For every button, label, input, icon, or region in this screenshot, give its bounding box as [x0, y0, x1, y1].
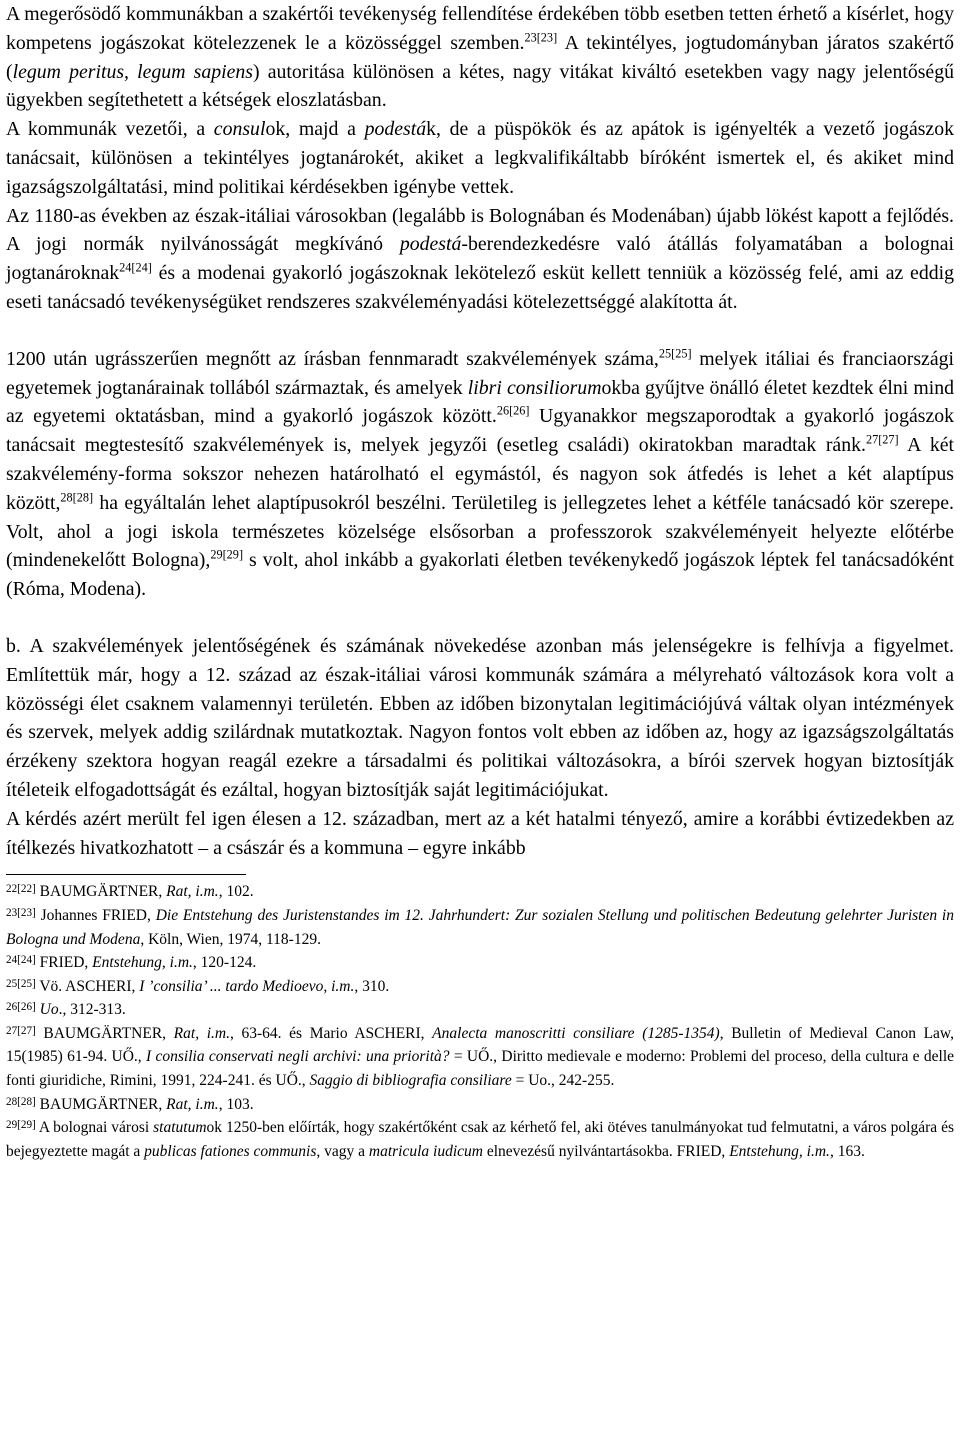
- footnote-23: $^{23[23]}$ Johannes FRIED, Die Entstehung des Juristenstandes im 12. Jahrhundert: Zur sozialen Stellung und politischen Bedeutung gelehrter Juristen in Bologna und Modena, Köln, Wien, 1974, 118-129.: [6, 906, 954, 948]
- footnote-26: $^{26[26]}$ Uo., 312-313.: [6, 1001, 126, 1019]
- footnote-ref-27[interactable]: 27[27]: [865, 432, 899, 447]
- paragraph-4: 1200 után ugrásszerűen megnőtt az írásban fennmaradt szakvélemények száma,$^{25[25]}$ melyek itáliai és franciaországi egyetemek jogtanárainak tollából származtak, és amelyek libri consiliorumokba gyűjtve önálló életet kezdtek élni mind az egyetemi oktatásban, mind a gyakorló jogászok között.$^{26[26]}$ Ugyanakkor megszaporodtak a gyakorló jogászok tanácsait megtestesítő szakvélemények is, melyek jegyzői (esetleg családi) okiratokban maradtak ránk.$^{27[27]}$ A két szakvélemény-forma sokszor nehezen határolható el egymástól, és nagyon sok átfedés is lehet a két alaptípus között,$^{28[28]}$ ha egyáltalán lehet alaptípusokról beszélni. Területileg is jellegzetes lehet a kétféle tanácsadó kör szerepe. Volt, ahol a jogi iskola természetes közelsége elsősorban a professzorok szakvéleményeit helyezte előtérbe (mindenekelőtt Bologna),$^{29[29]}$ s volt, ahol inkább a gyakorlati életben tevékenykedő jogászok léptek fel tanácsadóként (Róma, Modena).: [6, 346, 955, 601]
- footnote-ref-26[interactable]: 26[26]: [496, 403, 530, 418]
- main-text: [6, 0, 954, 862]
- paragraph-1: A megerősödő kommunákban a szakértői tevékenység fellendítése érdekében több esetben tetten érhető a kísérlet, hogy kompetens jogászokat kötelezzenek le a közösséggel szemben.$^{23[23]}$ A tekintélyes, jogtudományban járatos szakértő (legum peritus, legum sapiens) autoritása különösen a kétes, nagy vitákat kiváltó esetekben vagy nagy jelentőségű ügyekben segítethetett a kétségek eloszlatásban.: [6, 3, 954, 112]
- paragraph-2: A kommunák vezetői, a consulok, majd a podesták, de a püspökök és az apátok is igényelték a vezető jogászok tanácsait, különösen a tekintélyes jogtanárokét, akiket a legkvalifikáltabb bíróként ismertek el, és akiket mind igazságszolgáltatási, mind politikai kérdésekben igénybe vettek.: [6, 118, 954, 198]
- footnote-29: $^{29[29]}$ A bolognai városi statutumok 1250-ben előírták, hogy szakértőként csak az kérhető fel, aki ötéves tanulmányokat tud felmutatni, a város polgára és bejegyeztette magát a publicas fationes communis, vagy a matricula iudicum elnevezésű nyilvántartásokba. FRIED, Entstehung, i.m., 163.: [6, 1119, 954, 1160]
- footnote-ref-28[interactable]: 28[28]: [60, 490, 94, 505]
- footnotes: [6, 880, 954, 1163]
- footnote-28: $^{28[28]}$ BAUMGÄRTNER, Rat, i.m., 103.: [6, 1095, 254, 1113]
- footnote-27: $^{27[27]}$ BAUMGÄRTNER, Rat, i.m., 63-64. és Mario ASCHERI, Analecta manoscritti consiliare (1285-1354), Bulletin of Medieval Canon Law, 15(1985) 61-94. UŐ., I consilia conservati negli archivi: una priorità? = UŐ., Diritto medievale e moderno: Problemi del proceso, della cultura e delle fonti giuridiche, Rimini, 1991, 224-241. és UŐ., Saggio di bibliografia consiliare = Uo., 242-255.: [6, 1024, 955, 1090]
- paragraph-gap: [6, 604, 954, 632]
- paragraph-5: b. A szakvélemények jelentőségének és számának növekedése azonban más jelenségekre is felhívja a figyelmet. Említettük már, hogy a 12. század az észak-itáliai városi kommunák számára a mélyreható változások kora volt a közösségi élet csaknem valamennyi területén. Ebben az időben bizonytalan legitimációjúvá váltak olyan intézmények és szervek, melyek addig szilárdnak mutatkoztak. Nagyon fontos volt ebben az időben az, hogy az igazságszolgáltatás érzékeny szektora hogyan reagál ezekre a társadalmi és politikai változásokra, a bírói szervek hogyan biztosítják ítéleteik elfogadottságát és ezáltal, hogyan biztosítják saját legitimációjukat.: [6, 634, 954, 801]
- paragraph-3: Az 1180-as években az észak-itáliai városokban (legalább is Bolognában és Modenában) újabb lökést kapott a fejlődés. A jogi normák nyilvánosságát megkívánó podestá-berendezkedésre való átállás folyamatában a bolognai jogtanároknak$^{24[24]}$ és a modenai gyakorló jogászoknak lekötelező esküt kellett tenniük a közösség felé, ami az eddig eseti tanácsadó tevékenységüket rendszeres szakvéleményadási kötelezettséggé alakította át.: [6, 204, 954, 313]
- paragraph-gap: [6, 317, 954, 345]
- footnote-separator: [6, 874, 246, 875]
- paragraph-6: A kérdés azért merült fel igen élesen a 12. században, mert az a két hatalmi tényező, amire a korábbi évtizedekben az ítélkezés hivatkozhatott – a császár és a kommuna – egyre inkább: [6, 807, 954, 859]
- footnote-22: $^{22[22]}$ BAUMGÄRTNER, Rat, i.m., 102.: [6, 883, 254, 901]
- footnote-24: $^{24[24]}$ FRIED, Entstehung, i.m., 120-124.: [6, 954, 257, 972]
- footnote-ref-23[interactable]: 23[23]: [524, 30, 558, 45]
- footnote-ref-24[interactable]: 24[24]: [119, 260, 152, 275]
- footnote-25: $^{25[25]}$ Vö. ASCHERI, I ’consilia’ ... tardo Medioevo, i.m., 310.: [6, 977, 390, 995]
- footnote-ref-29[interactable]: 29[29]: [210, 547, 244, 562]
- footnote-ref-25[interactable]: 25[25]: [658, 346, 692, 361]
